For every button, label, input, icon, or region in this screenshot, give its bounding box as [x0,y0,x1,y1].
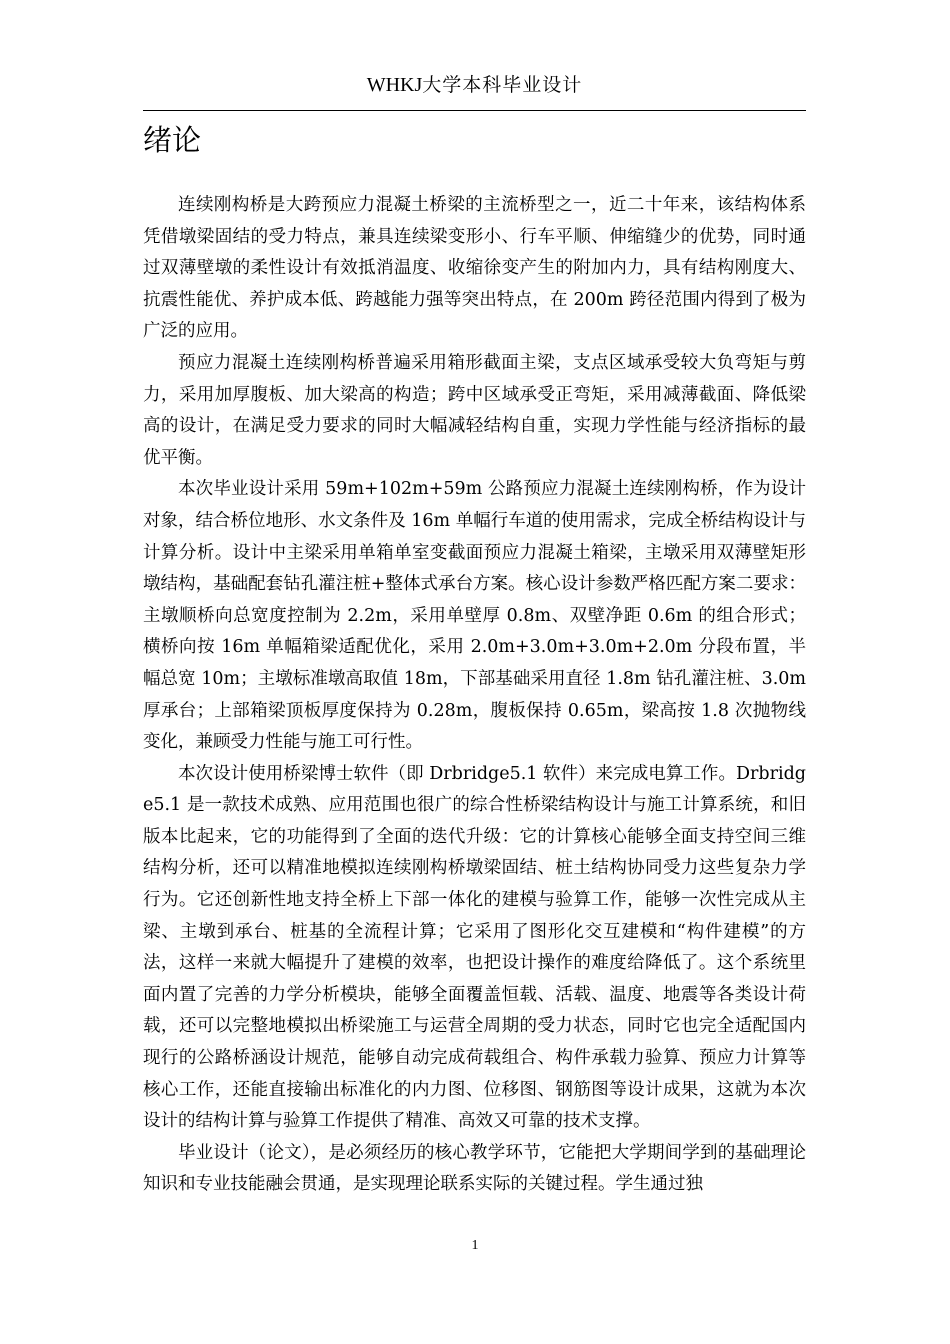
chapter-title: 绪论 [143,123,202,157]
header-latin-text: WHKJ [366,74,423,96]
paragraph: 预应力混凝土连续刚构桥普遍采用箱形截面主梁，支点区域承受较大负弯矩与剪力，采用加厚腹板、加大梁高的构造；跨中区域承受正弯矩，采用减薄截面、降低梁高的设计，在满足受力要求的同时大幅减轻结构自重，实现力学性能与经济指标的最优平衡。 [143,352,806,468]
body-text [143,190,806,1201]
header-title-text: 大学本科毕业设计 [422,74,583,96]
paragraph: 连续刚构桥是大跨预应力混凝土桥梁的主流桥型之一，近二十年来，该结构体系凭借墩梁固结的受力特点，兼具连续梁变形小、行车平顺、伸缩缝少的优势，同时通过双薄壁墩的柔性设计有效抵消温度、收缩徐变产生的附加内力，具有结构刚度大、抗震性能优、养护成本低、跨越能力强等突出特点，在 200m 跨径范围内得到了极为广泛的应用。 [143,195,806,342]
page-number: 1 [471,1238,479,1253]
paragraph: 本次设计使用桥梁博士软件（即 Drbridge5.1 软件）来完成电算工作。Drbridge5.1 是一款技术成熟、应用范围也很广的综合性桥梁结构设计与施工计算系统，和旧版本比起来，它的功能得到了全面的迭代升级：它的计算核心能够全面支持空间三维结构分析，还可以精准地模拟连续刚构桥墩梁固结、桩土结构协同受力这些复杂力学行为。它还创新性地支持全桥上下部一体化的建模与验算工作，能够一次性完成从主梁、主墩到承台、桩基的全流程计算；它采用了图形化交互建模和“构件建模”的方法，这样一来就大幅提升了建模的效率，也把设计操作的难度给降低了。这个系统里面内置了完善的力学分析模块，能够全面覆盖恒载、活载、温度、地震等各类设计荷载，还可以完整地模拟出桥梁施工与运营全周期的受力状态，同时它也完全适配国内现行的公路桥涵设计规范，能够自动完成荷载组合、构件承载力验算、预应力计算等核心工作，还能直接输出标准化的内力图、位移图、钢筋图等设计成果，这就为本次设计的结构计算与验算工作提供了精准、高效又可靠的技术支撑。 [143,763,806,1132]
running-header [143,70,806,100]
paragraph: 本次毕业设计采用 59m+102m+59m 公路预应力混凝土连续刚构桥，作为设计对象，结合桥位地形、水文条件及 16m 单幅行车道的使用需求，完成全桥结构设计与计算分析。设计中主梁采用单箱单室变截面预应力混凝土箱梁，主墩采用双薄壁矩形墩结构，基础配套钻孔灌注桩+整体式承台方案。核心设计参数严格匹配方案二要求：主墩顺桥向总宽度控制为 2.2m，采用单壁厚 0.8m、双壁净距 0.6m 的组合形式；横桥向按 16m 单幅箱梁适配优化，采用 2.0m+3.0m+3.0m+2.0m 分段布置，半幅总宽 10m；主墩标准墩高取值 18m，下部基础采用直径 1.8m 钻孔灌注桩、3.0m 厚承台；上部箱梁顶板厚度保持为 0.28m，腹板保持 0.65m，梁高按 1.8 次抛物线变化，兼顾受力性能与施工可行性。 [143,479,806,753]
paragraph: 毕业设计（论文），是必须经历的核心教学环节，它能把大学期间学到的基础理论知识和专业技能融会贯通，是实现理论联系实际的关键过程。学生通过独 [143,1142,806,1195]
header-rule [143,110,806,111]
